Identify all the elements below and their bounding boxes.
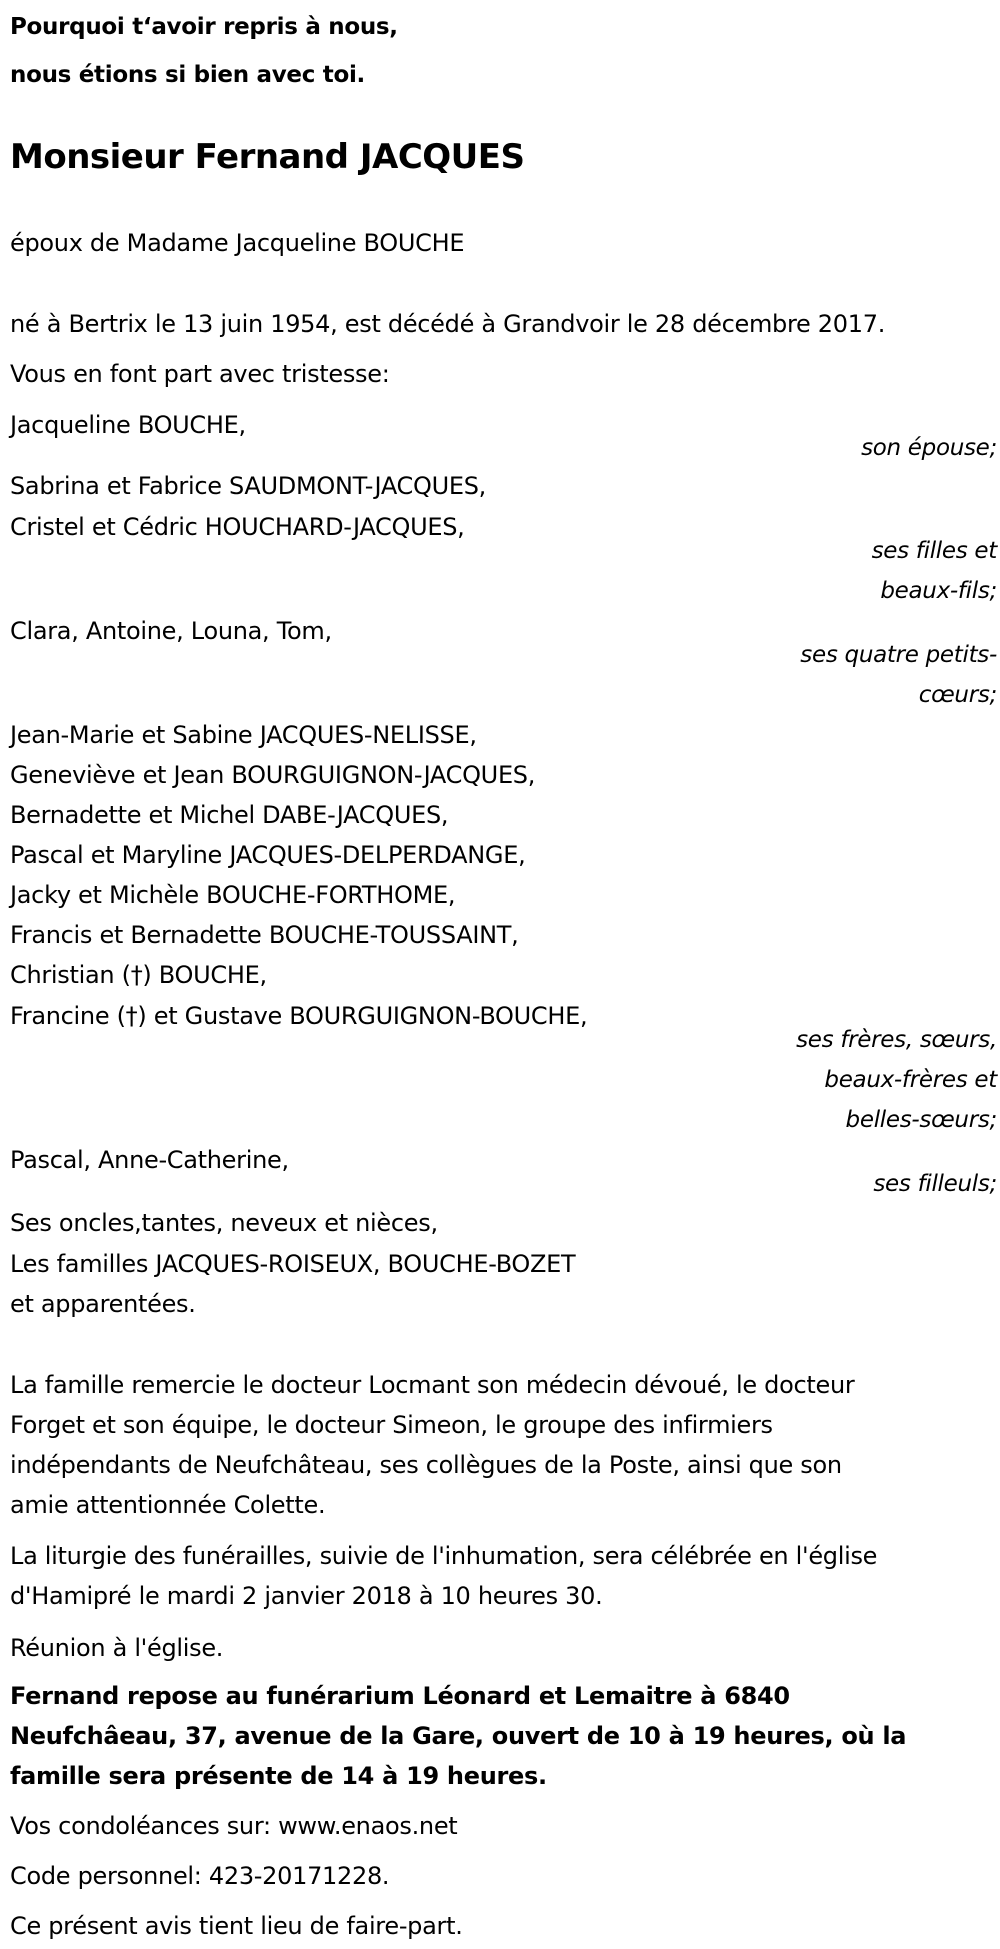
- personal-code-line: Code personnel: 423-20171228.: [10, 1862, 390, 1890]
- family-name: Bernadette et Michel DABE-JACQUES,: [10, 801, 449, 829]
- family-relation: son épouse;: [861, 435, 997, 461]
- family-name: Jacky et Michèle BOUCHE-FORTHOME,: [10, 881, 456, 909]
- family-relation: ses frères, sœurs,: [796, 1027, 997, 1053]
- family-name: Francine (†) et Gustave BOURGUIGNON-BOUCHE,: [10, 1002, 588, 1030]
- family-name: Francis et Bernadette BOUCHE-TOUSSAINT,: [10, 921, 519, 949]
- family-name: Clara, Antoine, Louna, Tom,: [10, 617, 332, 645]
- family-relation: beaux-fils;: [880, 578, 997, 604]
- thanks-line: La famille remercie le docteur Locmant son médecin dévoué, le docteur: [10, 1371, 855, 1399]
- family-name: Pascal et Maryline JACQUES-DELPERDANGE,: [10, 841, 526, 869]
- closing-line: Ce présent avis tient lieu de faire-part.: [10, 1912, 463, 1940]
- liturgy-line: d'Hamipré le mardi 2 janvier 2018 à 10 heures 30.: [10, 1582, 603, 1610]
- family-relation: beaux-frères et: [824, 1067, 997, 1093]
- family-name: Pascal, Anne-Catherine,: [10, 1146, 289, 1174]
- family-relation: ses quatre petits-: [800, 642, 997, 668]
- family-relation: cœurs;: [918, 682, 997, 708]
- family-name: Jacqueline BOUCHE,: [10, 411, 246, 439]
- liturgy-line: La liturgie des funérailles, suivie de l'inhumation, sera célébrée en l'église: [10, 1542, 878, 1570]
- announce-intro: Vous en font part avec tristesse:: [10, 360, 390, 388]
- family-others-line: et apparentées.: [10, 1290, 196, 1318]
- page-title: Monsieur Fernand JACQUES: [10, 137, 525, 177]
- epitaph-line: Pourquoi t‘avoir repris à nous,: [10, 14, 398, 40]
- family-name: Geneviève et Jean BOURGUIGNON-JACQUES,: [10, 761, 536, 789]
- funeral-home-line: famille sera présente de 14 à 19 heures.: [10, 1762, 547, 1790]
- thanks-line: indépendants de Neufchâteau, ses collègues de la Poste, ainsi que son: [10, 1451, 842, 1479]
- condolences-line: Vos condoléances sur: www.enaos.net: [10, 1812, 458, 1840]
- family-name: Cristel et Cédric HOUCHARD-JACQUES,: [10, 513, 465, 541]
- family-others-line: Les familles JACQUES-ROISEUX, BOUCHE-BOZET: [10, 1250, 576, 1278]
- spouse-line: époux de Madame Jacqueline BOUCHE: [10, 229, 465, 257]
- epitaph-line: nous étions si bien avec toi.: [10, 62, 365, 88]
- meeting-line: Réunion à l'église.: [10, 1634, 224, 1662]
- family-name: Jean-Marie et Sabine JACQUES-NELISSE,: [10, 721, 477, 749]
- family-name: Sabrina et Fabrice SAUDMONT-JACQUES,: [10, 472, 486, 500]
- funeral-home-line: Neufchâeau, 37, avenue de la Gare, ouvert de 10 à 19 heures, où la: [10, 1722, 907, 1750]
- family-name: Christian (†) BOUCHE,: [10, 961, 267, 989]
- thanks-line: Forget et son équipe, le docteur Simeon, le groupe des infirmiers: [10, 1411, 773, 1439]
- family-relation: belles-sœurs;: [845, 1107, 997, 1133]
- family-relation: ses filleuls;: [873, 1171, 997, 1197]
- thanks-line: amie attentionnée Colette.: [10, 1491, 326, 1519]
- family-relation: ses filles et: [871, 538, 997, 564]
- funeral-home-line: Fernand repose au funérarium Léonard et Lemaitre à 6840: [10, 1682, 790, 1710]
- family-others-line: Ses oncles,tantes, neveux et nièces,: [10, 1209, 438, 1237]
- birth-death-line: né à Bertrix le 13 juin 1954, est décédé à Grandvoir le 28 décembre 2017.: [10, 310, 886, 338]
